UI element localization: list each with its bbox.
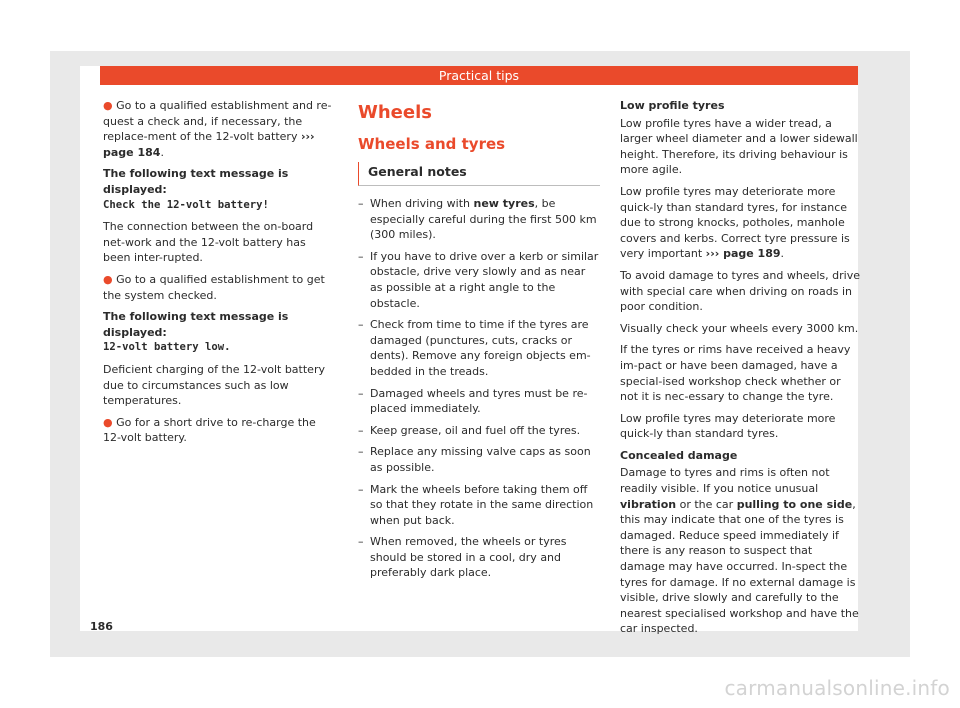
message-block-2 <box>103 309 335 356</box>
item-text: Replace any missing valve caps as soon as possible. <box>370 445 591 474</box>
item-text: Check from time to time if the tyres are damaged (punctures, cuts, cracks or dents). Remove any foreign objects em-bedded in the treads. <box>370 318 591 378</box>
paragraph-text: or the car <box>676 497 737 511</box>
message-block-1 <box>103 166 335 213</box>
list-item <box>358 386 600 417</box>
bullet-paragraph-2 <box>103 272 335 303</box>
item-text: If you have to drive over a kerb or similar obstacle, drive very slowly and as near as possible at a right angle to the obstacle. <box>370 249 599 310</box>
item-text: Damaged wheels and tyres must be re-placed immediately. <box>370 386 588 416</box>
page-reference-link[interactable]: ››› page 184 <box>103 130 315 159</box>
item-text: Mark the wheels before taking them off so that they rotate in the same direction when put back. <box>370 482 594 527</box>
low-profile-paragraph-2 <box>620 184 860 262</box>
paragraph-text: Low profile tyres may deteriorate more quick-ly than standard tyres, for instance due to strong knocks, potholes, manhole covers and kerbs. Correct tyre pressure is very important <box>620 184 850 261</box>
message-code: 12-volt battery low. <box>103 341 231 354</box>
bullet-paragraph-1 <box>103 98 335 160</box>
column-middle <box>358 98 600 587</box>
message-label: The following text message is displayed: <box>103 167 289 196</box>
item-text: When driving with <box>370 197 474 210</box>
list-item <box>358 317 600 379</box>
bullet-text: Go to a qualified establishment to get the system checked. <box>103 272 325 302</box>
low-profile-paragraph-4: Visually check your wheels every 3000 km. <box>620 321 859 335</box>
low-profile-paragraph-3: To avoid damage to tyres and wheels, drive with special care when driving on roads in poor condition. <box>620 268 860 314</box>
low-profile-paragraph-6: Low profile tyres may deteriorate more quick-ly than standard tyres. <box>620 411 836 441</box>
list-item <box>358 444 600 475</box>
general-notes-list <box>358 196 600 581</box>
message-label: The following text message is displayed: <box>103 310 289 339</box>
list-item <box>358 249 600 311</box>
list-item <box>358 482 600 529</box>
low-profile-paragraph-5: If the tyres or rims have received a heavy im-pact or have been damaged, have a special-ised workshop check whether or not it is nec-essary to change the tyre. <box>620 343 851 404</box>
item-emphasis: new tyres <box>473 197 535 210</box>
concealed-damage-paragraph <box>620 465 860 637</box>
bullet-text: Go to a qualified establishment and re-quest a check and, if necessary, the replace-ment of the 12-volt battery <box>103 99 332 144</box>
subheading-low-profile-tyres: Low profile tyres <box>620 99 725 112</box>
paragraph-text: , this may indicate that one of the tyres is damaged. Reduce speed immediately if there is any reason to suspect that damage may have occurred. In-spect the tyres for damage. If no external damage is visible, drive slowly and carefully to the nearest specialised workshop and have the car inspected. <box>620 497 859 636</box>
list-item <box>358 423 600 439</box>
column-right <box>620 98 860 643</box>
message-description-2: Deficient charging of the 12-volt battery due to circumstances such as low temperatures. <box>103 362 325 408</box>
heading-wheels-and-tyres: Wheels and tyres <box>358 135 506 153</box>
column-left <box>103 98 335 452</box>
bullet-dot-icon: ● <box>103 415 113 429</box>
item-text-end: , be especially careful during the first 500 km (300 miles). <box>370 197 597 242</box>
page-number: 186 <box>90 620 113 633</box>
emphasis-vibration: vibration <box>620 497 677 511</box>
bullet-dot-icon: ● <box>103 99 113 112</box>
bullet-dot-icon: ● <box>103 272 113 286</box>
emphasis-pulling: pulling to one side <box>736 497 853 511</box>
paragraph-text-end: . <box>780 247 785 261</box>
bullet-text: Go for a short drive to re-charge the 12-volt battery. <box>103 415 316 445</box>
paragraph-text: Damage to tyres and rims is often not readily visible. If you notice unusual <box>620 466 830 496</box>
item-text: Keep grease, oil and fuel off the tyres. <box>370 423 581 437</box>
subheading-concealed-damage: Concealed damage <box>620 448 738 462</box>
list-item <box>358 196 600 243</box>
heading-wheels: Wheels <box>358 102 432 123</box>
low-profile-paragraph-1: Low profile tyres have a wider tread, a larger wheel diameter and a lower sidewall height. Therefore, its driving behaviour is more agile. <box>620 116 858 177</box>
section-header: Practical tips <box>100 66 858 85</box>
message-code: Check the 12-volt battery! <box>103 198 269 211</box>
list-item <box>358 534 600 581</box>
message-description-1: The connection between the on-board net-work and the 12-volt battery has been inter-rupted. <box>103 220 314 265</box>
bullet-text-end: . <box>160 145 164 159</box>
page-reference-link[interactable]: ››› page 189 <box>705 247 781 261</box>
item-text: When removed, the wheels or tyres should be stored in a cool, dry and preferably dark place. <box>370 535 567 580</box>
watermark: carmanualsonline.info <box>724 676 950 700</box>
bullet-paragraph-3 <box>103 415 335 446</box>
heading-general-notes: General notes <box>358 162 600 186</box>
